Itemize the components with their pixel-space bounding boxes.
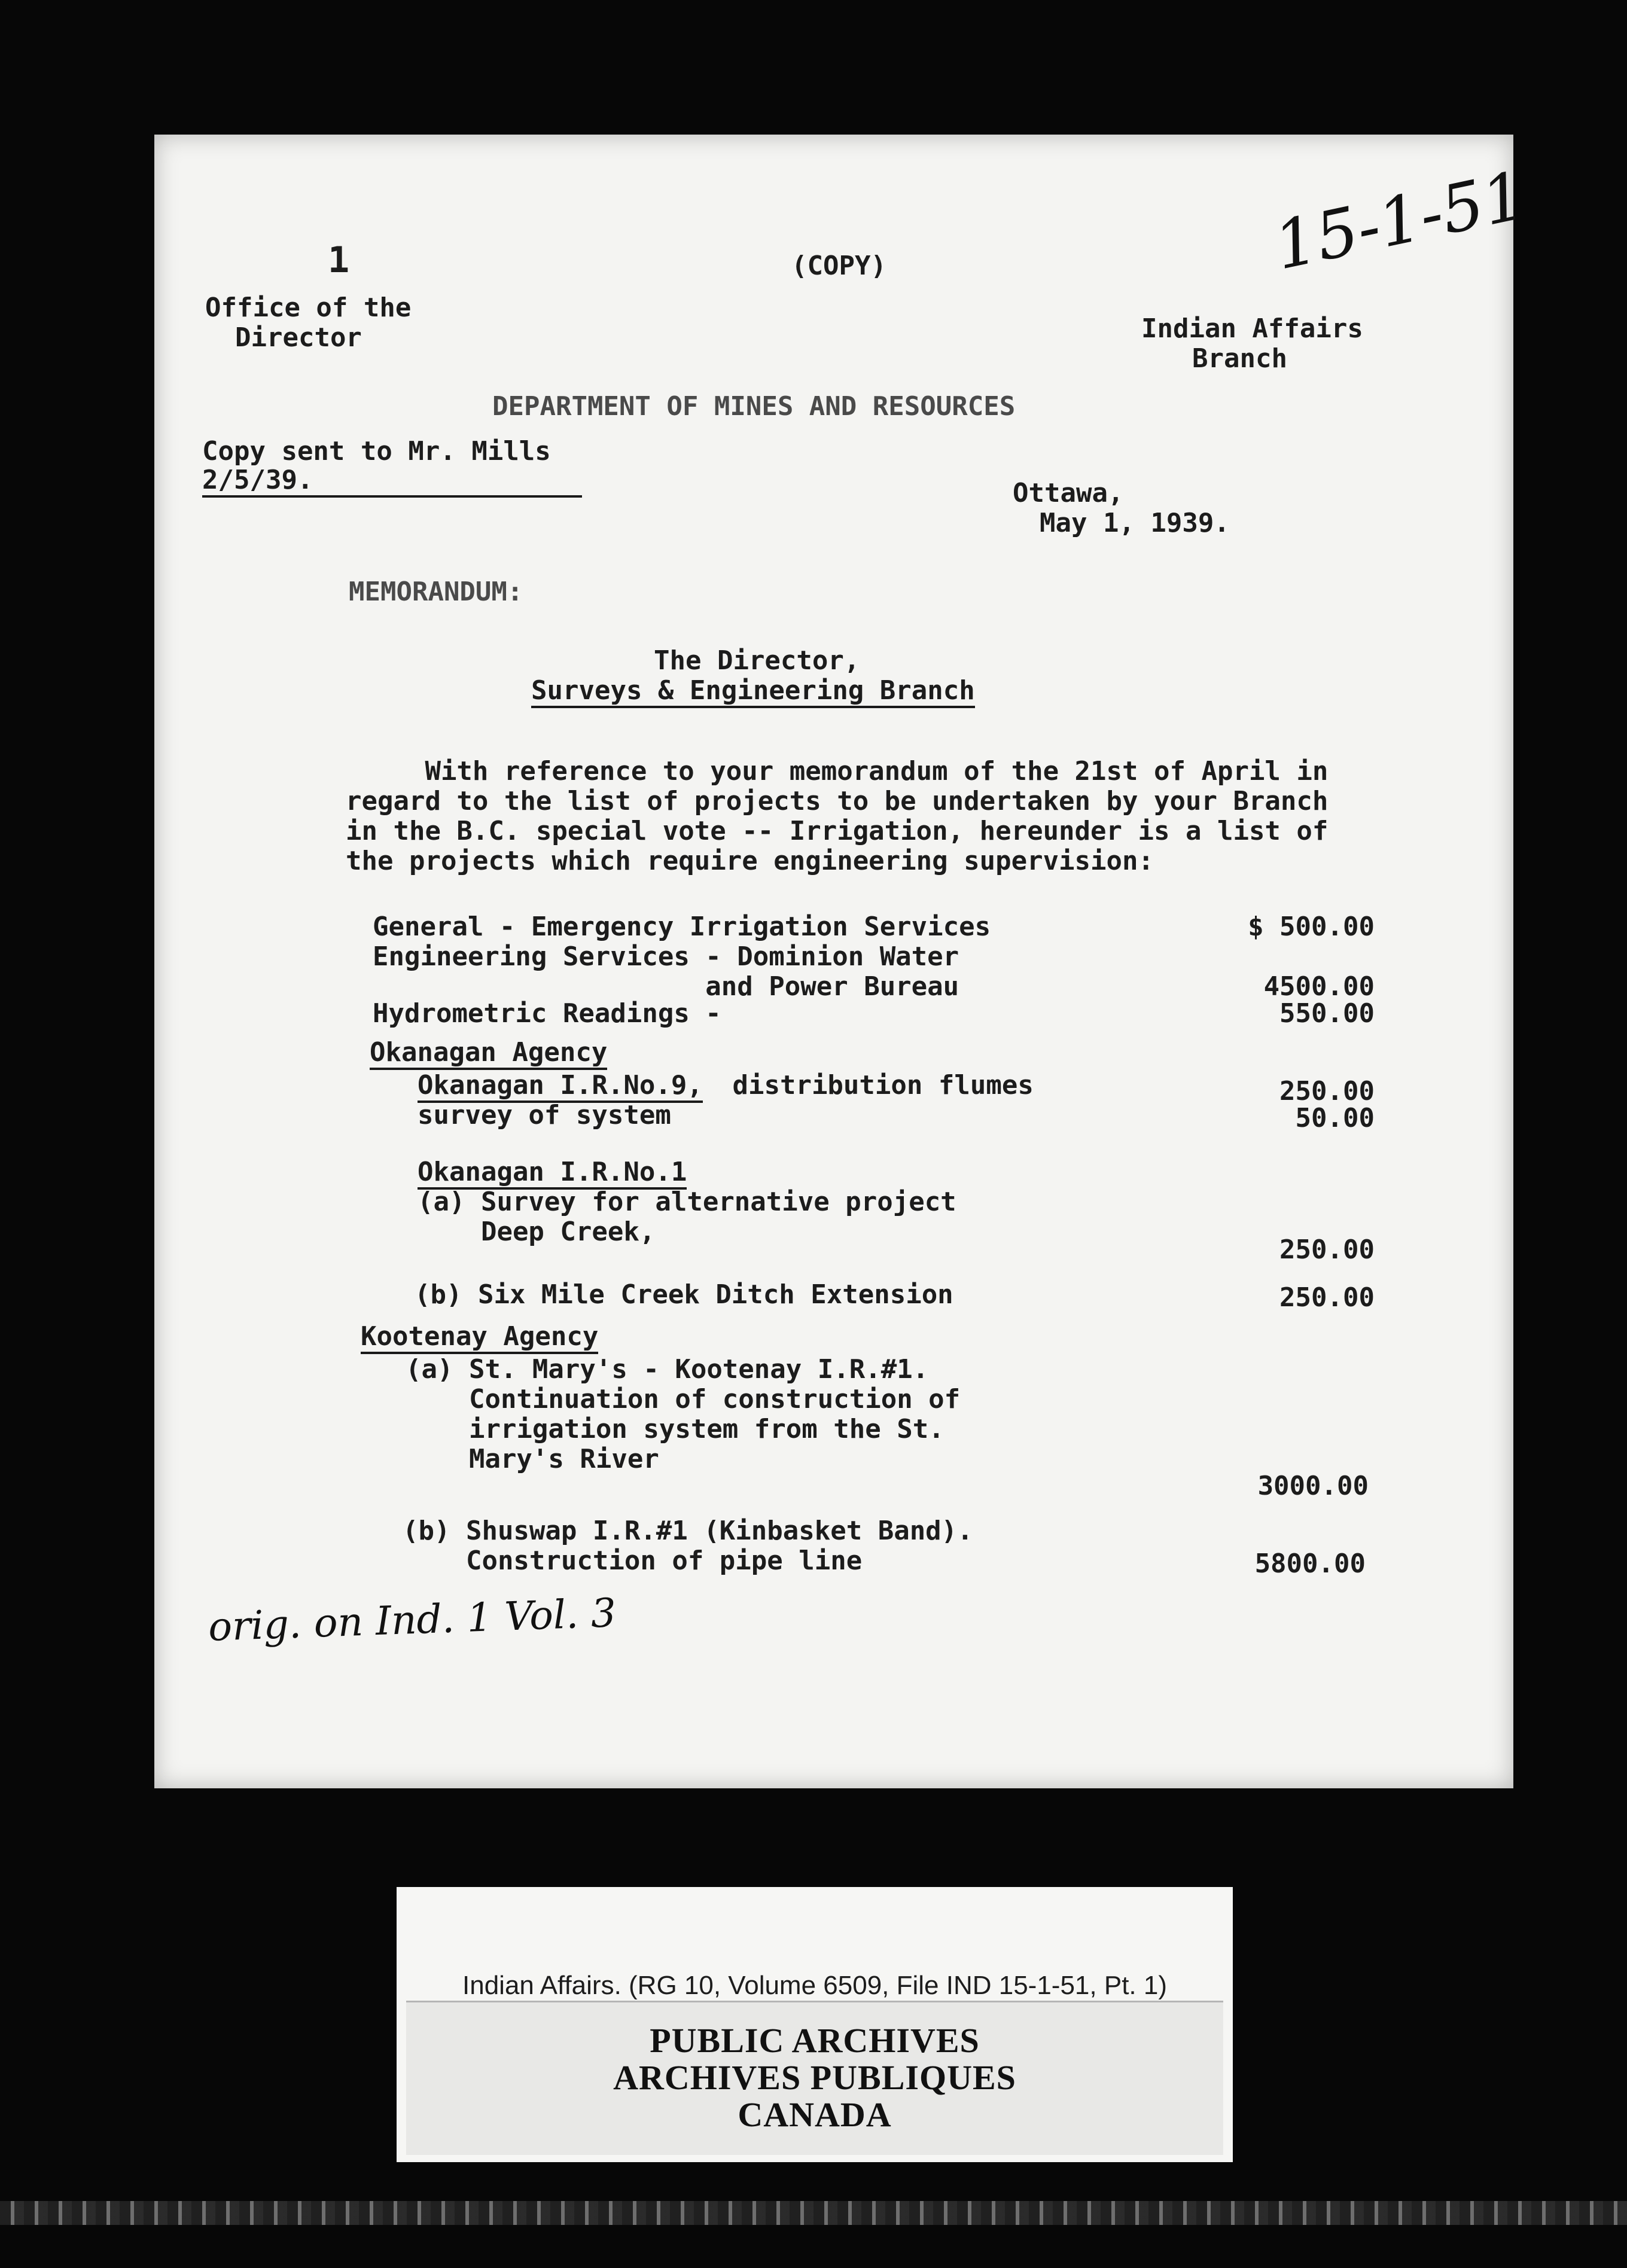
body-line-2: regard to the list of projects to be undertaken by your Branch: [346, 786, 1329, 816]
item-label: General - Emergency Irrigation Services: [373, 912, 991, 942]
body-line-3: in the B.C. special vote -- Irrigation, hereunder is a list of: [346, 816, 1329, 846]
office-line-1: Office of the: [205, 292, 412, 323]
document-page: [154, 135, 1532, 1788]
kootenay-b-line: (b) Shuswap I.R.#1 (Kinbasket Band).: [403, 1516, 973, 1546]
okanagan-b-amount: 250.00: [1279, 1282, 1375, 1313]
okanagan-no9-amount: 250.00: [1279, 1076, 1375, 1106]
item-label: and Power Bureau: [373, 971, 959, 1002]
copy-mark: (COPY): [791, 251, 886, 281]
okanagan-no1: Okanagan I.R.No.1: [418, 1157, 687, 1190]
okanagan-a-amount: 250.00: [1279, 1234, 1375, 1265]
stamp-line-1: PUBLIC ARCHIVES: [650, 2021, 980, 2060]
handwritten-note: orig. on Ind. 1 Vol. 3: [207, 1590, 617, 1650]
item-amount: $ 500.00: [1248, 912, 1375, 942]
okanagan-a-line-2: Deep Creek,: [418, 1217, 656, 1247]
branch-line-1: Indian Affairs: [1141, 313, 1363, 344]
item-amount: 550.00: [1279, 998, 1375, 1029]
okanagan-no9-description: distribution flumes: [717, 1070, 1034, 1101]
branch-line-2: Branch: [1192, 343, 1287, 374]
kootenay-b-line: Construction of pipe line: [403, 1545, 863, 1576]
film-edge: [0, 2201, 1627, 2225]
kootenay-agency-heading: Kootenay Agency: [361, 1322, 598, 1354]
kootenay-a-line: Mary's River: [406, 1444, 659, 1474]
archive-stamp: [406, 2001, 1223, 2155]
kootenay-a-line: Continuation of construction of: [406, 1384, 961, 1415]
kootenay-a-amount: 3000.00: [1257, 1471, 1369, 1501]
body-line-4: the projects which require engineering supervision:: [346, 846, 1154, 876]
file-number-annotation: 15-1-51: [1268, 157, 1532, 285]
item-label: Engineering Services - Dominion Water: [373, 941, 959, 972]
okanagan-agency-heading: Okanagan Agency: [370, 1038, 607, 1070]
office-line-2: Director: [235, 322, 362, 353]
item-label: Hydrometric Readings -: [373, 998, 721, 1029]
archive-label: [397, 1887, 1233, 2162]
copy-sent-underline: [202, 495, 582, 498]
stamp-line-3: CANADA: [738, 2095, 892, 2134]
place: Ottawa,: [1013, 478, 1124, 508]
okanagan-b: (b) Six Mile Creek Ditch Extension: [415, 1279, 953, 1310]
memo-heading: MEMORANDUM:: [349, 577, 523, 607]
stamp-line-2: ARCHIVES PUBLIQUES: [613, 2058, 1016, 2097]
okanagan-survey-amount: 50.00: [1295, 1103, 1375, 1133]
department-heading: DEPARTMENT OF MINES AND RESOURCES: [492, 391, 1016, 422]
kootenay-a-line: irrigation system from the St.: [406, 1414, 944, 1444]
okanagan-a-line-1: (a) Survey for alternative project: [418, 1187, 956, 1217]
okanagan-no9: Okanagan I.R.No.9,: [418, 1071, 703, 1103]
date: May 1, 1939.: [1040, 508, 1230, 538]
addressee-line-1: The Director,: [654, 645, 860, 676]
addressee-line-2: Surveys & Engineering Branch: [531, 676, 975, 708]
copy-sent-line-2: 2/5/39.: [202, 465, 313, 495]
copy-sent-line-1: Copy sent to Mr. Mills: [202, 436, 551, 467]
kootenay-b-amount: 5800.00: [1254, 1548, 1366, 1579]
okanagan-survey: survey of system: [418, 1100, 671, 1130]
archive-citation: Indian Affairs. (RG 10, Volume 6509, File IND 15-1-51, Pt. 1): [462, 1971, 1167, 2000]
top-left-mark: 1: [328, 239, 350, 281]
body-line-1: With reference to your memorandum of the 21st of April in: [346, 756, 1329, 787]
item-amount: 4500.00: [1263, 971, 1375, 1002]
kootenay-a-line: (a) St. Mary's - Kootenay I.R.#1.: [406, 1354, 929, 1385]
